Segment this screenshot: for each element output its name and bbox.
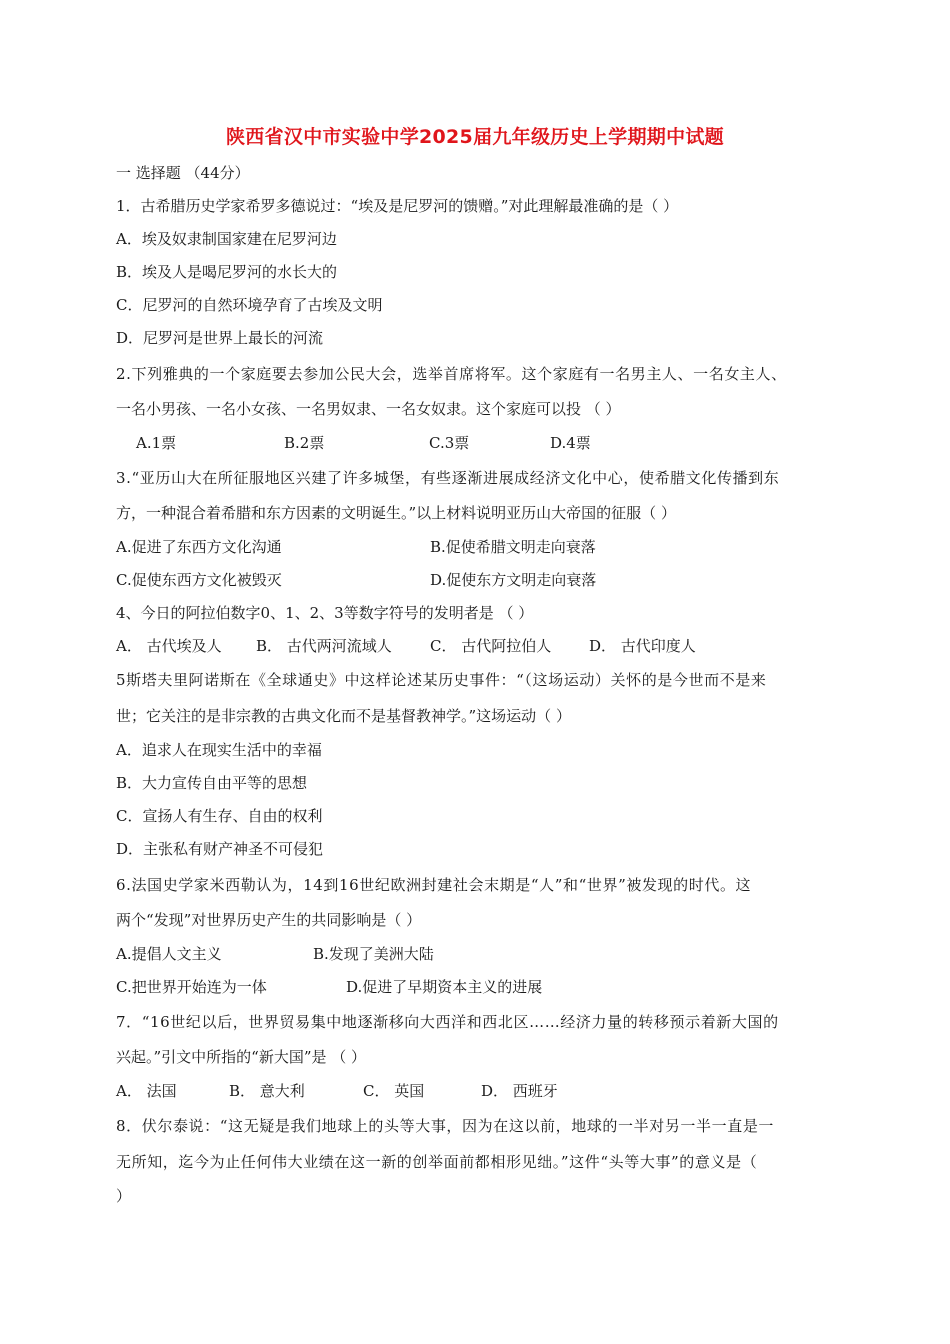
question-7-option-b: B． 意大利	[229, 1082, 305, 1100]
question-3-options-row-2	[116, 568, 842, 592]
question-3-option-b: B.促使希腊文明走向衰落	[430, 538, 596, 556]
question-4-stem: 4、今日的阿拉伯数字0、1、2、3等数字符号的发明者是 （ ）	[116, 604, 534, 622]
question-7-options	[116, 1079, 842, 1103]
question-5-option-b: B．大力宣传自由平等的思想	[116, 774, 308, 792]
question-2-stem-line-2: 一名小男孩、一名小女孩、一名男奴隶、一名女奴隶。这个家庭可以投 （ ）	[116, 400, 621, 418]
question-7-option-d: D． 西班牙	[481, 1082, 558, 1100]
question-5-stem-line-2: 世；它关注的是非宗教的古典文化而不是基督教神学。”这场运动（ ）	[116, 707, 571, 725]
question-2-stem-line-1: 2.下列雅典的一个家庭要去参加公民大会，选举首席将军。这个家庭有一名男主人、一名女主人、	[116, 365, 787, 383]
question-2-option-c: C.3票	[429, 434, 470, 452]
question-2-option-a: A.1票	[136, 434, 177, 452]
question-7-option-a: A． 法国	[116, 1082, 177, 1100]
question-3-option-d: D.促使东方文明走向衰落	[430, 571, 597, 589]
question-3-option-a: A.促进了东西方文化沟通	[116, 538, 282, 556]
question-8-stem-line-2: 无所知，迄今为止任何伟大业绩在这一新的创举面前都相形见绌。”这件“头等大事”的意义是（	[116, 1153, 758, 1171]
question-1-option-a: A．埃及奴隶制国家建在尼罗河边	[116, 230, 337, 248]
question-5-option-a: A．追求人在现实生活中的幸福	[116, 741, 322, 759]
question-6-option-c: C.把世界开始连为一体	[116, 978, 267, 996]
question-6-option-d: D.促进了早期资本主义的进展	[346, 978, 543, 996]
question-6-options-row-1	[116, 942, 842, 966]
question-1-option-b: B．埃及人是喝尼罗河的水长大的	[116, 263, 338, 281]
question-3-option-c: C.促使东西方文化被毁灭	[116, 571, 282, 589]
question-4-option-c: C． 古代阿拉伯人	[430, 637, 552, 655]
question-7-option-c: C． 英国	[363, 1082, 425, 1100]
question-6-stem-line-1: 6.法国史学家米西勒认为，14到16世纪欧洲封建社会末期是“人”和“世界”被发现的时代。这	[116, 876, 752, 894]
page-title: 陕西省汉中市实验中学2025届九年级历史上学期期中试题	[226, 126, 724, 148]
question-7-stem-line-1: 7．“16世纪以后，世界贸易集中地逐渐移向大西洋和西北区……经济力量的转移预示着新大国的	[116, 1013, 779, 1031]
question-3-options-row-1	[116, 535, 842, 559]
question-1-stem: 1．古希腊历史学家希罗多德说过：“埃及是尼罗河的馈赠。”对此理解最准确的是（ ）	[116, 197, 679, 215]
question-4-option-a: A． 古代埃及人	[116, 637, 222, 655]
question-1-option-d: D．尼罗河是世界上最长的河流	[116, 329, 324, 347]
question-5-option-c: C．宣扬人有生存、自由的权利	[116, 807, 323, 825]
question-5-stem-line-1: 5斯塔夫里阿诺斯在《全球通史》中这样论述某历史事件：“（这场运动）关怀的是今世而不是来	[116, 671, 767, 689]
question-5-option-d: D．主张私有财产神圣不可侵犯	[116, 840, 324, 858]
question-2-option-d: D.4票	[550, 434, 591, 452]
question-8-stem-line-3: ）	[116, 1187, 132, 1205]
question-2-option-b: B.2票	[284, 434, 325, 452]
question-3-stem-line-1: 3.“亚历山大在所征服地区兴建了许多城堡，有些逐渐进展成经济文化中心，使希腊文化传播到东	[116, 469, 780, 487]
question-1-option-c: C．尼罗河的自然环境孕育了古埃及文明	[116, 296, 383, 314]
question-4-options	[116, 634, 842, 658]
question-2-options	[116, 431, 842, 455]
question-8-stem-line-1: 8．伏尔泰说：“这无疑是我们地球上的头等大事，因为在这以前，地球的一半对另一半一直是一	[116, 1117, 775, 1135]
question-4-option-d: D． 古代印度人	[589, 637, 696, 655]
question-6-options-row-2	[116, 975, 842, 999]
question-6-stem-line-2: 两个“发现”对世界历史产生的共同影响是（ ）	[116, 911, 422, 929]
question-3-stem-line-2: 方，一种混合着希腊和东方因素的文明诞生。”以上材料说明亚历山大帝国的征服（ ）	[116, 504, 676, 522]
question-6-option-b: B.发现了美洲大陆	[313, 945, 434, 963]
section-heading: 一 选择题 （44分）	[116, 164, 250, 182]
question-4-option-b: B． 古代两河流域人	[256, 637, 392, 655]
question-7-stem-line-2: 兴起。”引文中所指的“新大国”是 （ ）	[116, 1048, 367, 1066]
question-6-option-a: A.提倡人文主义	[116, 945, 222, 963]
